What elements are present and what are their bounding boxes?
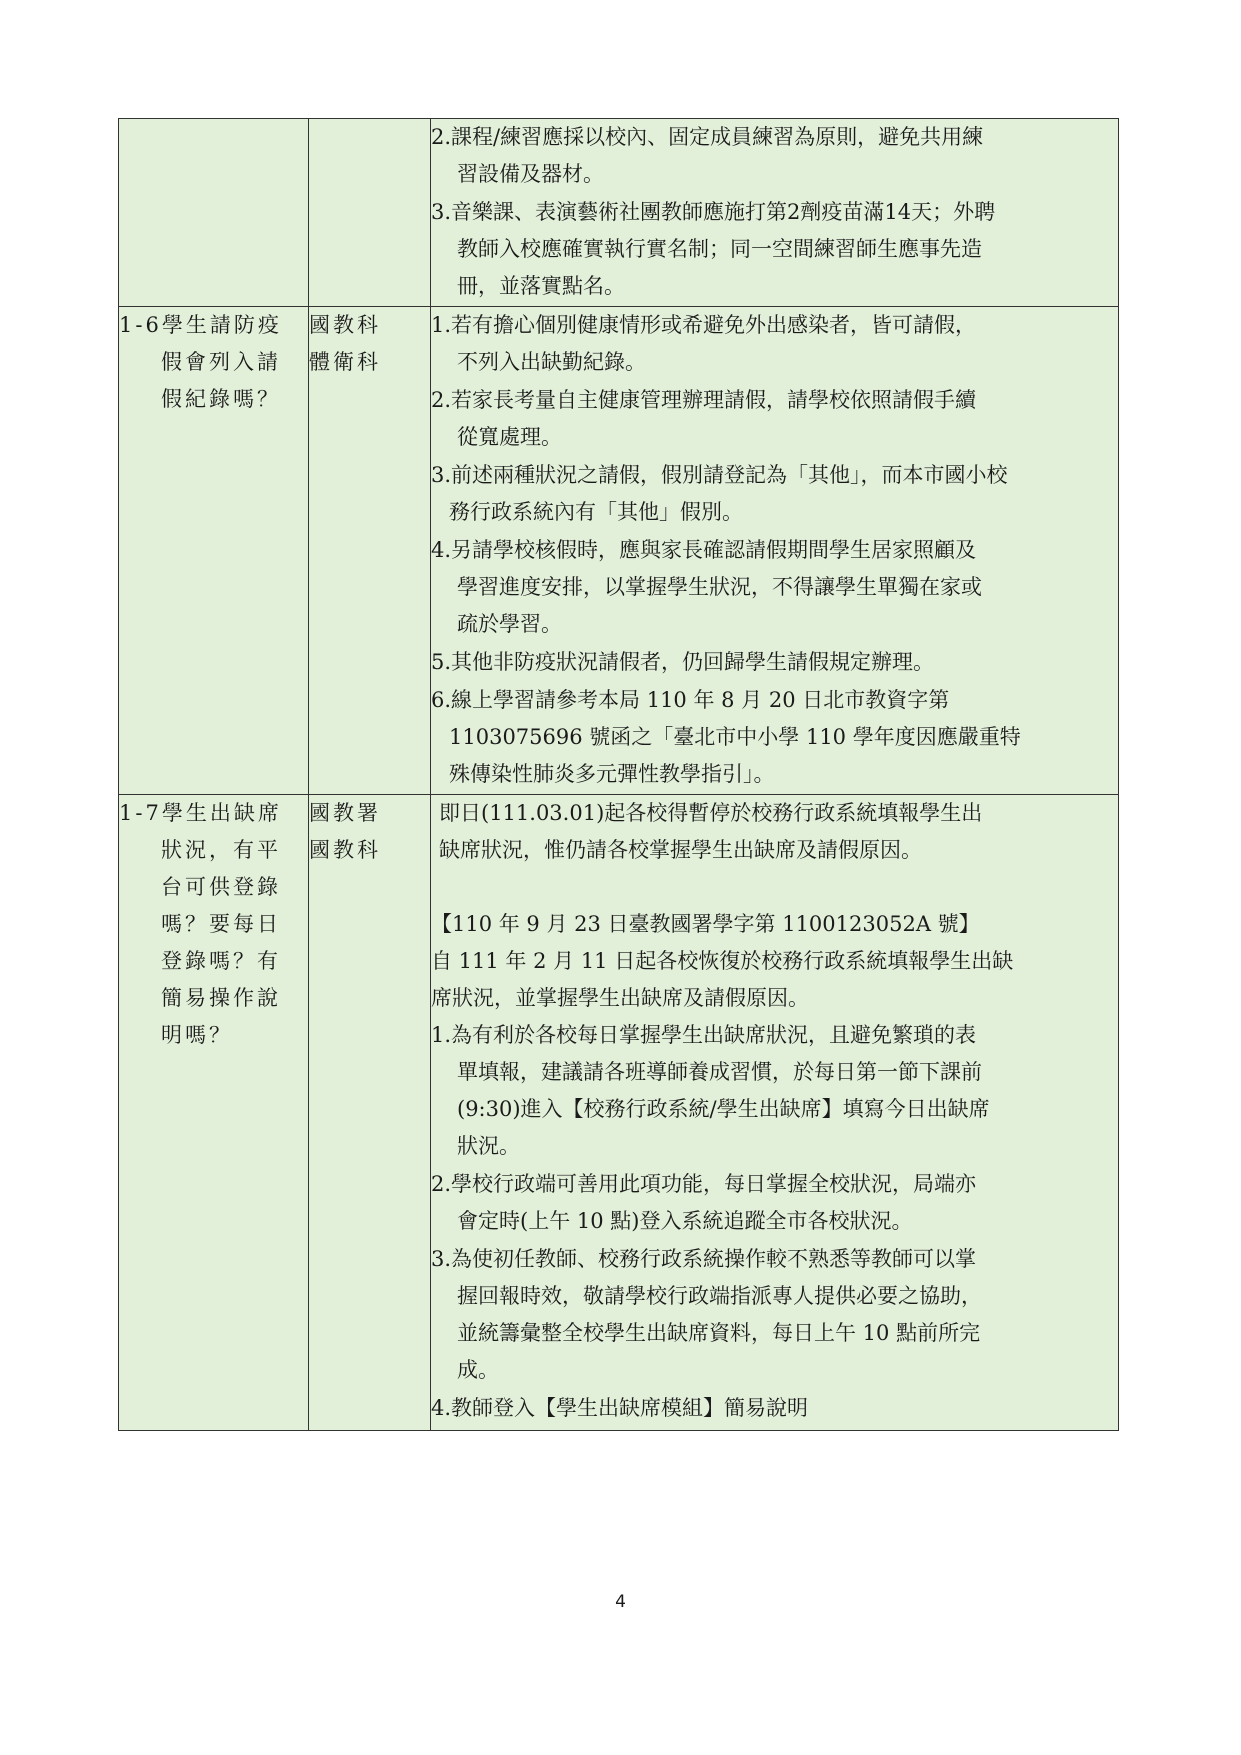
answer-item: [431, 1166, 1118, 1240]
answer-line: 冊，並落實點名。: [457, 274, 625, 298]
answer-line: 3.音樂課、表演藝術社團教師應施打第2劑疫苗滿14天；外聘: [431, 200, 996, 224]
answer-line: 【110 年 9 月 23 日臺教國署學字第 1100123052A 號】: [431, 912, 980, 936]
question-line: 狀況，有平: [161, 838, 281, 862]
answer-line: 席狀況，並掌握學生出缺席及請假原因。: [431, 986, 809, 1010]
answer-line: 疏於學習。: [457, 612, 562, 636]
answer-line: 即日(111.03.01)起各校得暫停於校務行政系統填報學生出: [439, 801, 983, 825]
answer-item: [431, 1241, 1118, 1389]
department-name: 體衛科: [309, 350, 381, 374]
department-cell: [309, 119, 431, 307]
answer-line: 2.若家長考量自主健康管理辦理請假，請學校依照請假手續: [431, 388, 977, 412]
answer-item: [431, 457, 1118, 531]
question-line: 1-7學生出缺席: [119, 801, 282, 825]
answer-cell: [431, 795, 1119, 1431]
question-line: 嗎？要每日: [161, 912, 281, 936]
answer-line: 自 111 年 2 月 11 日起各校恢復於校務行政系統填報學生出缺: [431, 949, 1014, 973]
answer-line: 習設備及器材。: [457, 162, 604, 186]
department-cell: [309, 307, 431, 795]
answer-line: 單填報，建議請各班導師養成習慣，於每日第一節下課前: [457, 1060, 982, 1084]
question-line: 明嗎？: [161, 1023, 233, 1047]
answer-item: [431, 382, 1118, 456]
answer-line: 1.若有擔心個別健康情形或希避免外出感染者，皆可請假，: [431, 313, 977, 337]
department-name: 國教科: [309, 838, 381, 862]
answer-line: 5.其他非防疫狀況請假者，仍回歸學生請假規定辦理。: [431, 650, 935, 674]
question-cell: [119, 307, 309, 795]
answer-line: 3.前述兩種狀況之請假，假別請登記為「其他」，而本市國小校: [431, 463, 1008, 487]
page-number: 4: [615, 1592, 626, 1612]
answer-line: 2.課程/練習應採以校內、固定成員練習為原則，避免共用練: [431, 125, 984, 149]
department-name: 國教科: [309, 313, 381, 337]
answer-line: 握回報時效，敬請學校行政端指派專人提供必要之協助，: [457, 1284, 982, 1308]
answer-line: 成。: [457, 1358, 499, 1382]
answer-line: 狀況。: [457, 1134, 520, 1158]
question-line: 1-6學生請防疫: [119, 313, 282, 337]
answer-line: 從寬處理。: [457, 425, 562, 449]
answer-item: [431, 1017, 1118, 1165]
answer-item: [431, 682, 1118, 793]
answer-line: 缺席狀況，惟仍請各校掌握學生出缺席及請假原因。: [439, 838, 922, 862]
answer-item: [431, 307, 1118, 381]
answer-item: [431, 1390, 1118, 1427]
question-line: 簡易操作說: [161, 986, 281, 1010]
question-line: 假紀錄嗎？: [161, 387, 281, 411]
question-cell: [119, 795, 309, 1431]
answer-item: [431, 119, 1118, 193]
answer-line: 殊傳染性肺炎多元彈性教學指引」。: [449, 762, 775, 786]
question-line: 登錄嗎？有: [161, 949, 281, 973]
answer-line: 不列入出缺勤紀錄。: [457, 350, 646, 374]
table-row: [119, 795, 1119, 1431]
answer-item: [431, 194, 1118, 305]
question-line: 假會列入請: [161, 350, 281, 374]
question-line: 台可供登錄: [161, 875, 281, 899]
answer-item: [431, 532, 1118, 643]
question-cell: [119, 119, 309, 307]
table-row: [119, 119, 1119, 307]
answer-cell: [431, 119, 1119, 307]
answer-line: 並統籌彙整全校學生出缺席資料，每日上午 10 點前所完: [457, 1321, 981, 1345]
answer-line: 6.線上學習請參考本局 110 年 8 月 20 日北市教資字第: [431, 688, 950, 712]
department-name: 國教署: [309, 801, 381, 825]
answer-line: 教師入校應確實執行實名制；同一空間練習師生應事先造: [457, 237, 982, 261]
answer-item: [431, 644, 1118, 681]
answer-line: 學習進度安排，以掌握學生狀況，不得讓學生單獨在家或: [457, 575, 982, 599]
table-row: [119, 307, 1119, 795]
answer-line: 3.為使初任教師、校務行政系統操作較不熟悉等教師可以掌: [431, 1247, 977, 1271]
department-cell: [309, 795, 431, 1431]
answer-line: 務行政系統內有「其他」假別。: [449, 500, 743, 524]
answer-line: 4.另請學校核假時，應與家長確認請假期間學生居家照顧及: [431, 538, 977, 562]
answer-cell: [431, 307, 1119, 795]
answer-line: (9:30)進入【校務行政系統/學生出缺席】填寫今日出缺席: [457, 1097, 990, 1121]
blank-line: [431, 869, 1118, 906]
answer-line: 2.學校行政端可善用此項功能，每日掌握全校狀況，局端亦: [431, 1172, 977, 1196]
answer-line: 1103075696 號函之「臺北市中小學 110 學年度因應嚴重特: [449, 725, 1021, 749]
faq-table: [118, 118, 1119, 1431]
answer-line: 1.為有利於各校每日掌握學生出缺席狀況，且避免繁瑣的表: [431, 1023, 977, 1047]
answer-line: 4.教師登入【學生出缺席模組】簡易說明: [431, 1396, 809, 1420]
answer-line: 會定時(上午 10 點)登入系統追蹤全市各校狀況。: [457, 1209, 913, 1233]
